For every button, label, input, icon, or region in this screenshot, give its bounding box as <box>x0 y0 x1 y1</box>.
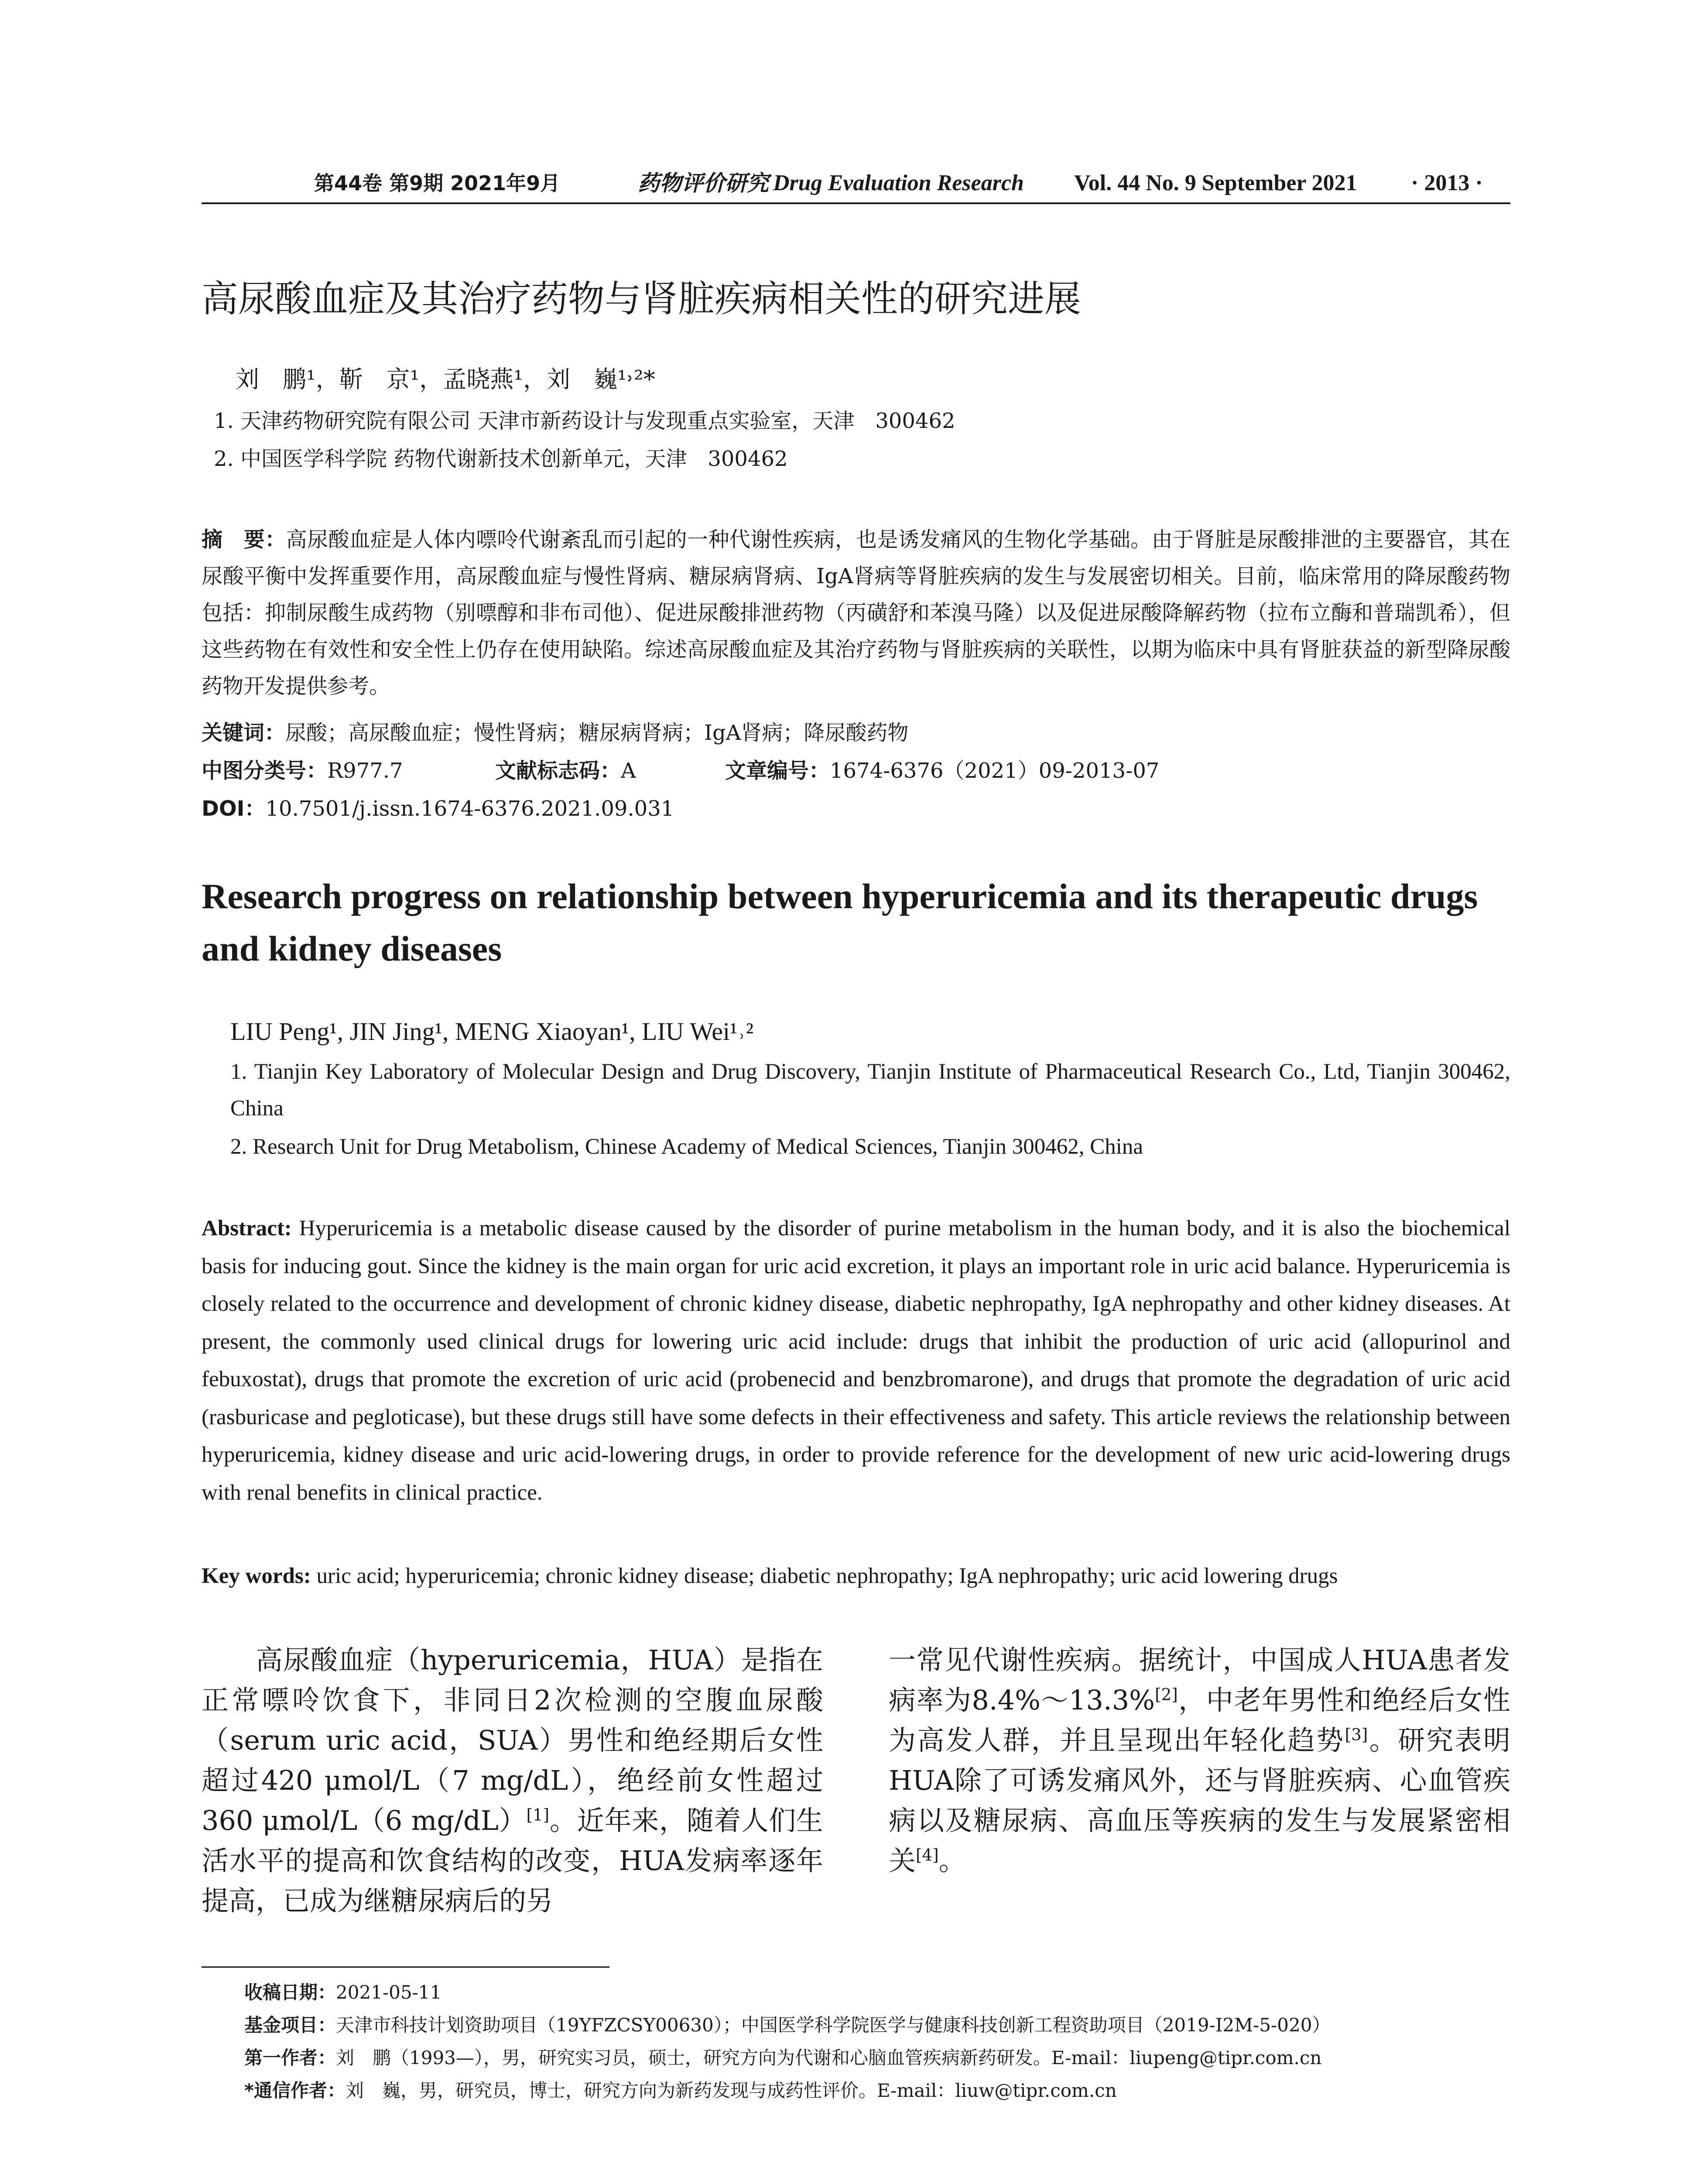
abstract-text-cn: 高尿酸血症是人体内嘌呤代谢紊乱而引起的一种代谢性疾病，也是诱发痛风的生物化学基础。由于肾脏是尿酸排泄的主要器官，其在尿酸平衡中发挥重要作用，高尿酸血症与慢性肾病、糖尿病肾病、IgA肾病等肾脏疾病的发生与发展密切相关。目前，临床常用的降尿酸药物包括：抑制尿酸生成药物（别嘌醇和非布司他）、促进尿酸排泄药物（丙磺舒和苯溴马隆）以及促进尿酸降解药物（拉布立酶和普瑞凯希），但这些药物在有效性和安全性上仍存在使用缺陷。综述高尿酸血症及其治疗药物与肾脏疾病的关联性，以期为临床中具有肾脏获益的新型降尿酸药物开发提供参考。 <box>202 527 1510 698</box>
received-label: 收稿日期： <box>244 1982 336 2003</box>
journal-logo-cn: 药物评价研究 <box>638 170 769 196</box>
article-title-en: Research progress on relationship between hyperuricemia and its therapeutic drugs and kidney diseases <box>202 876 1478 968</box>
abstract-text-en: Hyperuricemia is a metabolic disease caused by the disorder of purine metabolism in the human body, and it is also the biochemical basis for inducing gout. Since the kidney is the main organ for uric acid excretion, it plays an important role in uric acid balance. Hyperuricemia is closely related to the occurrence and development of chronic kidney disease, diabetic nephropathy, IgA nephropathy and other kidney diseases. At present, the commonly used clinical drugs for lowering uric acid include: drugs that inhibit the production of uric acid (allopurinol and febuxostat), drugs that promote the excretion of uric acid (probenecid and benzbromarone), and drugs that promote the degradation of uric acid (rasburicase and pegloticase), but these drugs still have some defects in their effectiveness and safety. This article reviews the relationship between hyperuricemia, kidney disease and uric acid-lowering drugs, in order to provide reference for the development of new uric acid-lowering drugs with renal benefits in clinical practice. <box>202 1216 1510 1505</box>
doc-code-label: 文献标志码： <box>495 759 621 783</box>
abstract-en <box>202 1210 1510 1511</box>
abstract-cn <box>202 521 1510 704</box>
footnote-corresponding <box>244 2078 1117 2104</box>
classification-line <box>202 753 403 788</box>
doi-label: DOI： <box>202 797 266 821</box>
keywords-cn <box>202 715 908 750</box>
body-column-right: 一常见代谢性疾病。据统计，中国成人HUA患者发病率为8.4%～13.3%[2]，中老年男性和绝经后女性为高发人群，并且呈现出年轻化趋势[3]。研究表明HUA除了可诱发痛风外，还与肾脏疾病、心血管疾病以及糖尿病、高血压等疾病的发生与发展紧密相关[4]。 <box>889 1644 1510 1877</box>
document-code <box>495 753 636 788</box>
page-number: · 2013 · <box>1411 171 1483 195</box>
keywords-label-cn: 关键词： <box>202 721 286 745</box>
running-header <box>202 168 1510 198</box>
article-no: 1674-6376（2021）09-2013-07 <box>830 759 1160 783</box>
doi-line <box>202 791 674 826</box>
affiliation-en-1: 1. Tianjin Key Laboratory of Molecular Design and Drug Discovery, Tianjin Institute of Pharmaceutical Research Co., Ltd, Tianjin 300462, China <box>230 1060 1510 1121</box>
received-date: 2021-05-11 <box>336 1982 442 2003</box>
citation-marker: [3] <box>1345 1725 1368 1744</box>
abstract-label-en: Abstract: <box>202 1216 292 1241</box>
header-volume-cn: 第44卷 第9期 2021年9月 <box>314 171 561 195</box>
abstract-label-cn: 摘 要： <box>202 527 286 552</box>
fund-text: 天津市科技计划资助项目（19YFZCSY00630）；中国医学科学院医学与健康科技创新工程资助项目（2019-I2M-5-020） <box>336 2014 1331 2036</box>
footnote-fund <box>244 2012 1330 2038</box>
affiliation-en-2: 2. Research Unit for Drug Metabolism, Chinese Academy of Medical Sciences, Tianjin 300462, China <box>230 1135 1143 1159</box>
doc-code: A <box>621 759 636 783</box>
doi-value: 10.7501/j.issn.1674-6376.2021.09.031 <box>265 797 674 821</box>
keywords-label-en: Key words: <box>202 1564 311 1588</box>
header-volume-en: Vol. 44 No. 9 September 2021 <box>1074 171 1357 195</box>
header-rule <box>202 202 1510 204</box>
keywords-text-cn: 尿酸；高尿酸血症；慢性肾病；糖尿病肾病；IgA肾病；降尿酸药物 <box>285 721 909 745</box>
citation-marker: [1] <box>526 1805 550 1825</box>
clc-code: R977.7 <box>327 759 403 783</box>
fund-label: 基金项目： <box>244 2014 336 2036</box>
footnote-received <box>244 1979 442 2006</box>
citation-marker: [4] <box>916 1845 939 1865</box>
article-number <box>725 753 1159 788</box>
footnote-first-author <box>244 2045 1321 2071</box>
authors-en: LIU Peng¹, JIN Jing¹, MENG Xiaoyan¹, LIU Wei¹˒² <box>230 1017 754 1046</box>
affiliation-cn-1: 1. 天津药物研究院有限公司 天津市新药设计与发现重点实验室，天津 300462 <box>214 409 955 433</box>
authors-cn: 刘 鹏¹，靳 京¹，孟晓燕¹，刘 巍¹˒²* <box>236 366 655 393</box>
footnote-rule <box>202 1966 609 1968</box>
keywords-en <box>202 1557 1510 1595</box>
article-title-cn: 高尿酸血症及其治疗药物与肾脏疾病相关性的研究进展 <box>202 277 1082 320</box>
article-no-label: 文章编号： <box>725 759 830 783</box>
keywords-text-en: uric acid; hyperuricemia; chronic kidney disease; diabetic nephropathy; IgA nephropathy; uric acid lowering drugs <box>316 1564 1338 1588</box>
first-author-text: 刘 鹏（1993—），男，研究实习员，硕士，研究方向为代谢和心脑血管疾病新药研发。E-mail：liupeng@tipr.com.cn <box>336 2047 1322 2068</box>
body-column-left: 高尿酸血症（hyperuricemia，HUA）是指在正常嘌呤饮食下，非同日2次检测的空腹血尿酸（serum uric acid，SUA）男性和绝经期后女性超过420 μmol/L（7 mg/dL），绝经前女性超过360 μmol/L（6 mg/dL）[1]。近年来，随着人们生活水平的提高和饮食结构的改变，HUA发病率逐年提高，已成为继糖尿病后的另 <box>202 1644 823 1917</box>
corresponding-label: *通信作者： <box>244 2080 346 2101</box>
first-author-label: 第一作者： <box>244 2047 336 2068</box>
corresponding-text: 刘 巍，男，研究员，博士，研究方向为新药发现与成药性评价。E-mail：liuw@tipr.com.cn <box>345 2080 1117 2101</box>
affiliation-cn-2: 2. 中国医学科学院 药物代谢新技术创新单元，天津 300462 <box>214 447 788 471</box>
citation-marker: [2] <box>1155 1685 1178 1704</box>
header-journal-en: Drug Evaluation Research <box>773 171 1024 195</box>
clc-label: 中图分类号： <box>202 759 328 783</box>
